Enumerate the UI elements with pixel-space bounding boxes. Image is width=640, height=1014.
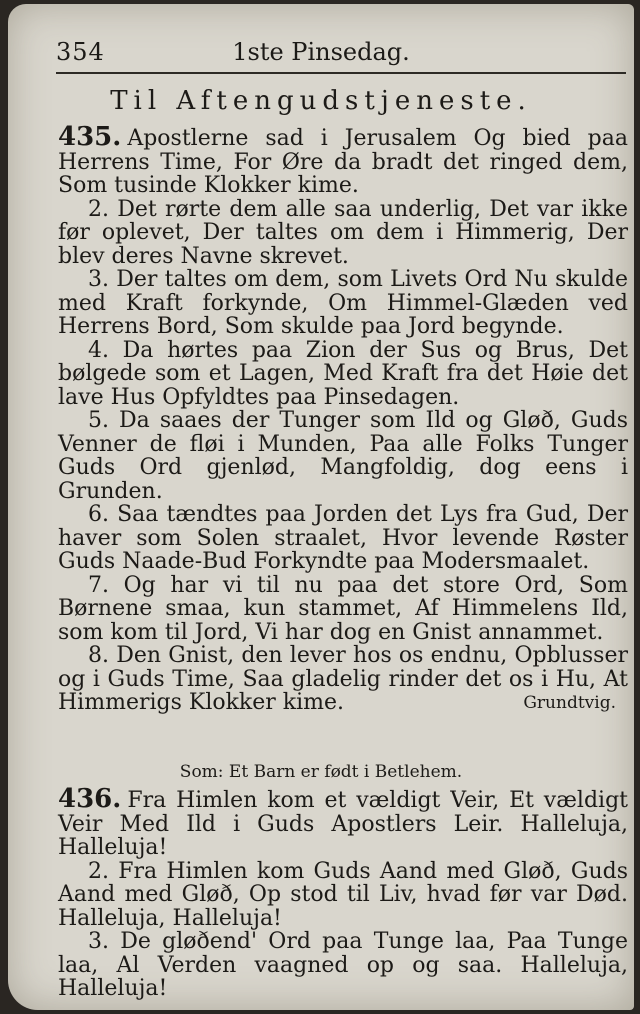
hymn-435-verse-1 xyxy=(58,122,628,198)
verse-text: Fra Himlen kom et vældigt Veir, Et vældigt Veir Med Ild i Guds Apostlers Leir. Halleluja, Halleluja! xyxy=(58,788,628,860)
hymnal-page xyxy=(8,4,634,1010)
hymn-435-verse-5: 5. Da saaes der Tunger som Ild og Gløð, Guds Venner de fløi i Munden, Paa alle Folks Tunger Guds Ord gjenlød, Mangfoldig, dog eens i Grunden. xyxy=(58,408,628,504)
page-header xyxy=(8,34,634,74)
hymn-435-verse-6: 6. Saa tændtes paa Jorden det Lys fra Gud, Der haver som Solen straalet, Hvor levende Røster Guds Naade-Bud Forkyndte paa Modersmaalet. xyxy=(58,502,628,574)
hymn-435-verse-3: 3. Der taltes om dem, som Livets Ord Nu skulde med Kraft forkynde, Om Himmel-Glæden ved Herrens Bord, Som skulde paa Jord begynde. xyxy=(58,267,628,339)
running-title: 1ste Pinsedag. xyxy=(232,38,410,66)
hymn-436 xyxy=(58,784,628,1001)
hymn-435-verse-4: 4. Da hørtes paa Zion der Sus og Brus, Det bølgede som et Lagen, Med Kraft fra det Høie det lave Hus Opfyldtes paa Pinsedagen. xyxy=(58,337,628,410)
author-attribution: Grundtvig. xyxy=(523,692,616,713)
hymn-436-verse-2: 2. Fra Himlen kom Guds Aand med Gløð, Guds Aand med Gløð, Op stod til Liv, hvad før var Død. Halleluja, Halleluja! xyxy=(58,858,628,931)
hymn-number: 436. xyxy=(58,784,122,814)
tune-line: Som: Et Barn er født i Betlehem. xyxy=(179,762,463,782)
hymn-436-verse-3: 3. De gløðend' Ord paa Tunge laa, Paa Tunge laa, Al Verden vaagned op og saa. Halleluja, Halleluja! xyxy=(58,929,628,1001)
hymn-435-verse-7: 7. Og har vi til nu paa det store Ord, Som Børnene smaa, kun stammet, Af Himmelens Ild, som kom til Jord, Vi har dog en Gnist annammet. xyxy=(58,572,628,645)
hymn-436-verse-1 xyxy=(58,784,628,860)
verse-text: Apostlerne sad i Jerusalem Og bied paa Herrens Time, For Øre da bradt det ringed dem, Som tusinde Klokker kime. xyxy=(58,126,628,198)
page-number: 354 xyxy=(56,38,105,66)
hymn-435 xyxy=(58,122,628,715)
section-heading: Til Aftengudstjeneste. xyxy=(110,86,532,116)
hymn-435-verse-2: 2. Det rørte dem alle saa underlig, Det var ikke før oplevet, Der taltes om dem i Himmerig, Der blev deres Navne skrevet. xyxy=(58,196,628,269)
header-rule xyxy=(56,72,626,74)
hymn-435-verse-8: 8. Den Gnist, den lever hos os endnu, Opblusser og i Guds Time, Saa gladelig rinder det os i Hu, At Himmerigs Klokker kime. xyxy=(58,643,628,715)
hymn-number: 435. xyxy=(58,122,122,152)
